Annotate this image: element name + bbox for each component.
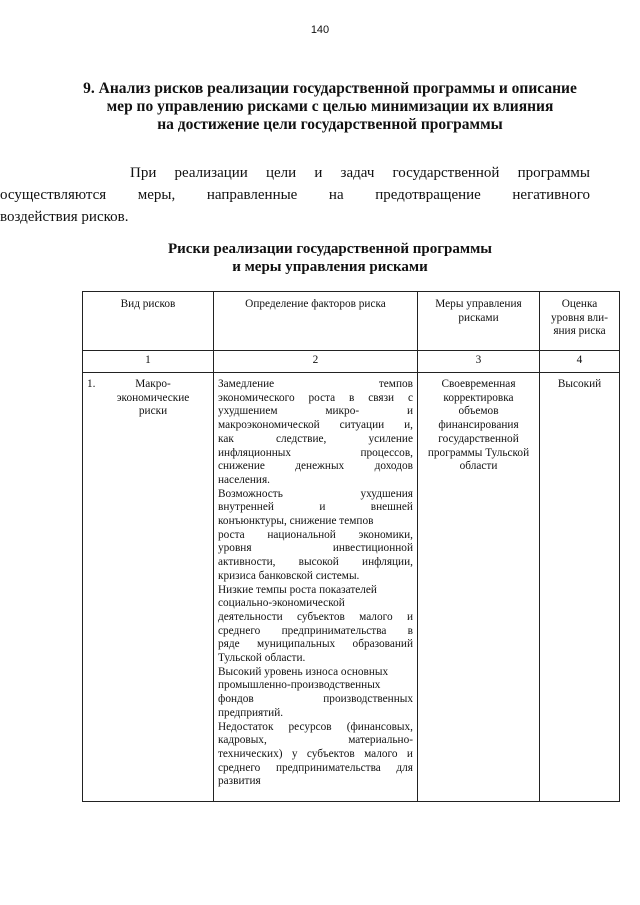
section-heading-line: на достижение цели государственной программы: [157, 116, 503, 133]
word: задач: [340, 165, 375, 181]
risk-type-line: Макро-: [135, 378, 171, 390]
header-line: Оценка: [561, 298, 598, 310]
word: инфляционных: [218, 446, 292, 459]
header-risk-factors: Определение факторов риска: [214, 292, 418, 351]
column-number-row: [83, 351, 620, 373]
word: процессов,: [360, 446, 413, 459]
word: у: [291, 747, 298, 760]
row-number: 1.: [87, 378, 96, 390]
measures-line: Своевременная: [441, 378, 516, 390]
risk-factor-line: [218, 762, 413, 776]
risk-factor-line: [218, 488, 413, 502]
word: для: [396, 761, 413, 774]
word: в: [349, 391, 355, 404]
risk-type-line: риски: [138, 405, 168, 418]
risk-factor-line: [218, 447, 413, 461]
word: и: [314, 165, 323, 181]
word: экономики,: [358, 528, 413, 541]
word: ресурсов: [288, 720, 332, 733]
risk-factor-line: кризиса банковской системы.: [218, 569, 360, 582]
risk-type-line: экономические: [116, 391, 190, 404]
table-header-row: [83, 292, 620, 351]
measures-line: государственной: [438, 432, 519, 445]
header-line: Меры управления: [435, 298, 522, 310]
risk-factor-line: предприятий.: [218, 706, 284, 719]
word: и: [319, 501, 326, 514]
risk-factor-line: [218, 748, 413, 762]
word: ухудшения: [360, 487, 413, 500]
word: производственных: [323, 693, 413, 706]
intro-line: [96, 162, 590, 184]
word: предпринимательства: [275, 761, 381, 774]
word: программы: [517, 165, 590, 181]
column-number: 3: [418, 351, 540, 373]
risk-factors-text: [218, 378, 413, 789]
word: ситуации: [339, 419, 385, 432]
risk-factor-line: [218, 529, 413, 543]
word: доходов: [374, 460, 413, 473]
word: меры,: [137, 187, 176, 203]
word: как: [218, 432, 234, 445]
risk-factor-line: развития: [218, 775, 261, 788]
risk-factor-line: [218, 392, 413, 406]
word: предпринимательства: [281, 624, 387, 637]
word: снижение: [218, 460, 265, 473]
word: следствие,: [275, 432, 327, 445]
section-heading-line: мер по управлению рисками с целью минимизации их влияния: [106, 98, 554, 115]
table-title-line: Риски реализации государственной программы: [167, 241, 493, 257]
word: связи: [368, 391, 395, 404]
risk-table: [82, 291, 620, 802]
risk-assessment-cell: Высокий: [540, 373, 620, 802]
word: уровня: [218, 542, 252, 555]
word: и: [406, 747, 413, 760]
word: Возможность: [218, 487, 283, 500]
word: образований: [352, 638, 413, 651]
risk-factor-line: промышленно-производственных: [218, 679, 381, 692]
measures-line: объемов: [458, 405, 499, 418]
risk-factor-line: [218, 611, 413, 625]
measures-line: финансирования: [438, 419, 519, 432]
word: инфляции,: [362, 556, 413, 569]
word: деятельности: [218, 610, 283, 623]
word: негативного: [512, 187, 590, 203]
word: высокой: [298, 556, 339, 569]
word: реализации: [174, 165, 248, 181]
word: ряде: [218, 638, 240, 651]
risk-factor-line: [218, 542, 413, 556]
word: темпов: [378, 378, 413, 390]
header-risk-measures: [418, 292, 540, 351]
word: роста: [218, 528, 245, 541]
section-heading-line: 9. Анализ рисков реализации государственной программы и описание: [83, 80, 577, 97]
word: внутренней: [218, 501, 274, 514]
word: субъектов: [306, 747, 355, 760]
word: в: [407, 624, 413, 637]
header-line: яния риска: [553, 325, 606, 338]
word: экономического: [218, 391, 295, 404]
word: направленные: [206, 187, 298, 203]
word: макроэкономической: [218, 419, 320, 432]
word: Замедление: [218, 378, 275, 390]
risk-factor-line: [218, 433, 413, 447]
word: муниципальных: [256, 638, 336, 651]
risk-factor-line: [218, 721, 413, 735]
table-title-line: и меры управления рисками: [232, 259, 428, 275]
risk-factor-line: [218, 405, 413, 419]
word: субъектов: [297, 610, 345, 623]
table-title: [120, 240, 540, 276]
risk-type-cell: [83, 373, 214, 802]
measures-line: программы Тульской: [427, 446, 530, 459]
word: цели: [266, 165, 297, 181]
risk-factor-line: [218, 378, 413, 392]
column-number: 1: [83, 351, 214, 373]
risk-measures-cell: [418, 373, 540, 802]
page-number: 140: [310, 24, 330, 36]
word: среднего: [218, 624, 261, 637]
risk-factor-line: Высокий уровень износа основных: [218, 665, 389, 678]
risk-factor-line: [218, 419, 413, 433]
intro-line: [0, 184, 590, 206]
word: технических): [218, 747, 283, 760]
word: инвестиционной: [332, 542, 413, 555]
word: кадровых,: [218, 734, 267, 747]
word: усиление: [368, 432, 413, 445]
intro-paragraph: [0, 162, 590, 228]
word: малого: [359, 610, 393, 623]
word: ухудшением: [218, 405, 278, 418]
header-risk-assessment: [540, 292, 620, 351]
risk-factor-line: [218, 734, 413, 748]
column-number: 4: [540, 351, 620, 373]
measures-line: области: [459, 460, 498, 473]
risk-factor-line: [218, 460, 413, 474]
measures-line: корректировка: [443, 391, 514, 404]
word: денежных: [295, 460, 345, 473]
word: Недостаток: [218, 720, 274, 733]
word: среднего: [218, 761, 261, 774]
word: и: [406, 405, 413, 418]
word: микро-: [325, 405, 360, 418]
word: фондов: [218, 693, 254, 706]
word: активности,: [218, 556, 276, 569]
risk-factor-line: конъюнктуры, снижение темпов: [218, 515, 374, 528]
table-row: [83, 373, 620, 802]
risk-factor-line: [218, 501, 413, 515]
word: национальной: [267, 528, 336, 541]
risk-factor-line: [218, 625, 413, 639]
word: с: [407, 391, 413, 404]
word: и: [406, 610, 413, 623]
word: предотвращение: [375, 187, 481, 203]
risk-factor-line: Тульской области.: [218, 652, 306, 665]
risk-factor-line: Низкие темпы роста показателей: [218, 583, 377, 596]
section-heading: [60, 80, 600, 134]
word: (финансовых,: [346, 720, 413, 733]
header-risk-type: Вид рисков: [83, 292, 214, 351]
risk-factor-line: социально-экономической: [218, 597, 345, 610]
word: малого: [364, 747, 398, 760]
word: и,: [404, 419, 413, 432]
risk-type-name: [103, 378, 203, 419]
word: материально-: [348, 734, 413, 747]
risk-factor-line: [218, 638, 413, 652]
risk-factors-cell: [214, 373, 418, 802]
intro-line: воздействия рисков.: [0, 209, 129, 225]
risk-factor-line: [218, 556, 413, 570]
word: роста: [308, 391, 336, 404]
word: внешней: [370, 501, 413, 514]
word: При: [130, 165, 157, 181]
column-number: 2: [214, 351, 418, 373]
word: осуществляются: [0, 187, 107, 203]
word: на: [328, 187, 344, 203]
word: государственной: [392, 165, 500, 181]
risk-factor-line: [218, 693, 413, 707]
header-line: уровня вли-: [551, 311, 608, 324]
risk-factor-line: населения.: [218, 473, 270, 486]
header-line: рисками: [458, 311, 499, 324]
